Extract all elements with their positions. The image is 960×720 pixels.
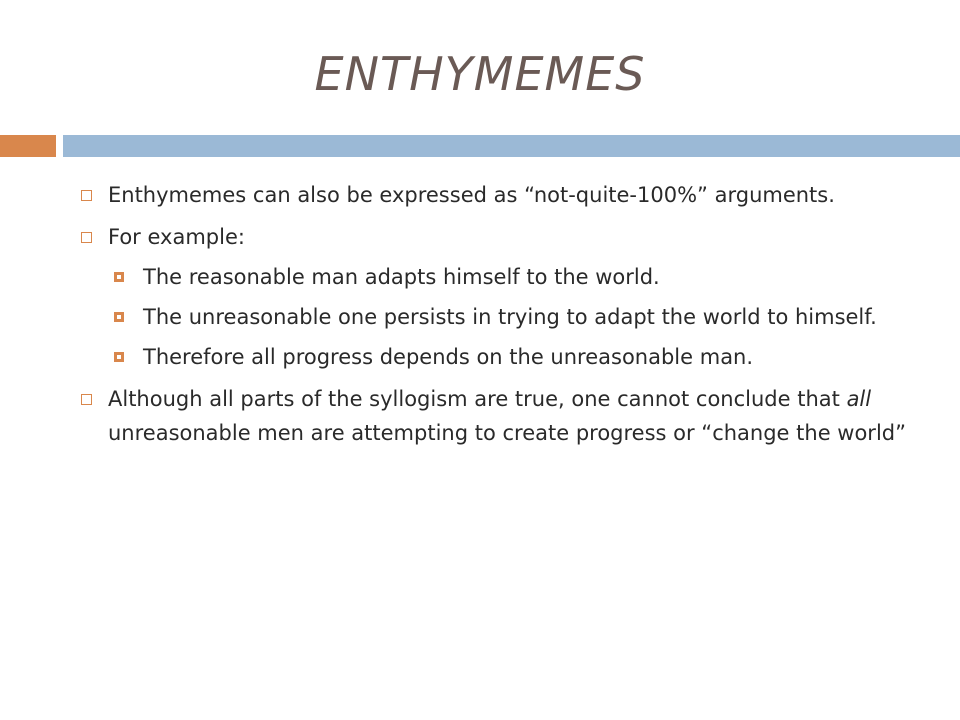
title-accent-bar-orange [0, 135, 56, 157]
bullet-text-part: unreasonable men are attempting to create progress or “change the world” [108, 421, 906, 445]
sub-bullet-text: Therefore all progress depends on the unreasonable man. [143, 345, 754, 369]
bullet-item [78, 220, 908, 254]
filled-square-icon [114, 260, 143, 294]
filled-square-icon [114, 340, 143, 374]
hollow-square-icon [78, 220, 108, 254]
hollow-square-icon [78, 382, 108, 416]
filled-square-icon [114, 300, 143, 334]
bullet-list [78, 178, 908, 458]
bullet-text: Enthymemes can also be expressed as “not-quite-100%” arguments. [108, 183, 835, 207]
bullet-item [78, 382, 908, 450]
bullet-text [108, 382, 908, 450]
bullet-item [78, 178, 908, 212]
sub-bullet-text: The reasonable man adapts himself to the world. [143, 265, 660, 289]
emphasis-text: all [846, 387, 872, 411]
hollow-square-icon [78, 178, 108, 212]
bullet-text-part: Although all parts of the syllogism are true, one cannot conclude that [108, 387, 847, 411]
bullet-text: For example: [108, 225, 245, 249]
sub-bullet-text: The unreasonable one persists in trying to adapt the world to himself. [143, 305, 877, 329]
slide-title: ENTHYMEMES [314, 47, 646, 101]
title-accent-bar-blue [63, 135, 960, 157]
sub-bullet-item [78, 260, 908, 294]
sub-bullet-item [78, 300, 908, 334]
sub-bullet-item [78, 340, 908, 374]
